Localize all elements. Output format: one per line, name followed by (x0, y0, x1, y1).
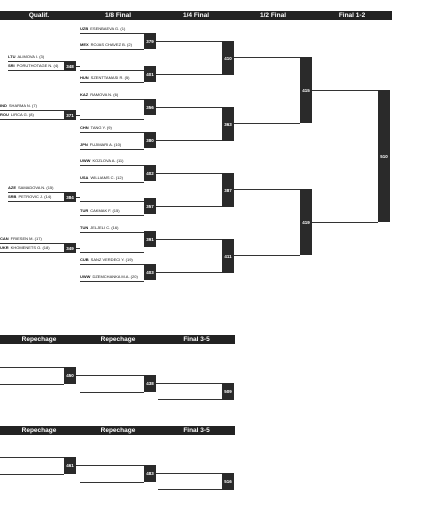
header-qualif: Qualif. (28, 12, 50, 19)
connector (234, 255, 300, 256)
bracket-line (80, 392, 144, 393)
bracket-line (0, 367, 64, 368)
qualif-athlete: SRI PORUTHOTAGE N. (4) (8, 61, 64, 71)
r16-athlete: UWW DZEMCHANKA M.A. (20) (80, 272, 144, 282)
bout-number: 411 (222, 239, 234, 273)
header-final-3-5: Final 3-5 (183, 427, 210, 434)
header-repechage: Repechage (100, 336, 136, 343)
qualif-athlete: LTU ALIMOVA I. (3) (8, 52, 64, 62)
qualif-athlete: CAN FRIESEN M. (17) (0, 234, 64, 244)
header-final-3-5: Final 3-5 (183, 336, 210, 343)
r16-athlete: UZB ESENBAEVA G. (1) (80, 24, 144, 34)
connector (156, 206, 222, 207)
bout-number: 419 (300, 189, 312, 255)
bout-number: 384 (64, 192, 76, 202)
header-round-of-16: 1/8 Final (104, 12, 131, 19)
bout-number: 380 (144, 132, 156, 148)
connector (156, 41, 222, 42)
bout-number: 438 (144, 375, 156, 392)
header-final: Final 1-2 (338, 12, 366, 19)
bout-number: 348 (64, 61, 76, 71)
r16-athlete: KAZ RAMOVA N. (6) (80, 90, 144, 100)
bout-number: 402 (144, 165, 156, 181)
connector (156, 272, 222, 273)
header-quarterfinal: 1/4 Final (182, 12, 209, 19)
r16-athlete: USA WILLIAMS C. (12) (80, 173, 144, 183)
qualif-athlete: UKR KHOMENETS O. (18) (0, 243, 64, 253)
connector (156, 140, 222, 141)
bracket-line (158, 399, 222, 400)
r16-athlete: TUN JELJELI C. (16) (80, 223, 144, 233)
qualif-athlete: SRB PETROVIC J. (14) (8, 192, 64, 202)
connector (234, 189, 300, 190)
r16-athlete (80, 110, 144, 120)
bout-number: 349 (64, 243, 76, 253)
connector (156, 74, 222, 75)
header-repechage: Repechage (21, 336, 57, 343)
connector (312, 90, 378, 91)
bout-number: 450 (64, 367, 76, 384)
bout-number: 403 (144, 264, 156, 280)
main-header-bar (0, 11, 392, 20)
bracket-line (158, 489, 222, 490)
bout-number: 415 (300, 57, 312, 123)
connector (156, 383, 222, 384)
bout-number: 356 (144, 99, 156, 115)
bout-number: 363 (222, 107, 234, 141)
bout-number: 379 (144, 33, 156, 49)
bracket-line (80, 482, 144, 483)
header-semifinal: 1/2 Final (259, 12, 286, 19)
qualif-athlete: AZE SAMADOVA N. (15) (8, 183, 64, 193)
connector (76, 375, 144, 376)
connector (312, 222, 378, 223)
repechage-header-bar (0, 426, 235, 435)
r16-athlete (80, 243, 144, 253)
connector (76, 465, 144, 466)
bracket-line (0, 457, 64, 458)
qualif-athlete: IND SHARMA N. (7) (0, 101, 64, 111)
bout-number: 401 (144, 66, 156, 82)
connector (234, 123, 300, 124)
connector (156, 107, 222, 108)
r16-athlete (80, 192, 144, 202)
connector (156, 239, 222, 240)
r16-athlete: UWW KOZLOVA A. (11) (80, 156, 144, 166)
bracket-line (0, 384, 64, 385)
connector (156, 173, 222, 174)
bout-number: 371 (64, 110, 76, 120)
bout-number: 483 (144, 465, 156, 482)
repechage-header-bar (0, 335, 235, 344)
r16-athlete: TUR CAKMAK F. (15) (80, 206, 144, 216)
r16-athlete: JPN FUJIMARI A. (10) (80, 140, 144, 150)
qualif-athlete: ROU LIRCA G. (8) (0, 110, 64, 120)
bout-number: 510 (378, 90, 390, 222)
bout-number: 516 (222, 473, 234, 490)
bout-number: 410 (222, 41, 234, 75)
r16-athlete (80, 61, 144, 71)
bout-number: 509 (222, 383, 234, 400)
connector (156, 473, 222, 474)
bracket-line (0, 474, 64, 475)
r16-athlete: HUN SZENTTAMASI R. (5) (80, 73, 144, 83)
bout-number: 461 (64, 457, 76, 474)
header-repechage: Repechage (100, 427, 136, 434)
r16-athlete: MEX ROJAS CHAVEZ B. (2) (80, 40, 144, 50)
bout-number: 391 (144, 231, 156, 247)
bout-number: 357 (144, 198, 156, 214)
r16-athlete: CHN TANG Y. (9) (80, 123, 144, 133)
bout-number: 387 (222, 173, 234, 207)
r16-athlete: CUB SANZ VERDECI Y. (19) (80, 255, 144, 265)
header-repechage: Repechage (21, 427, 57, 434)
connector (234, 57, 300, 58)
